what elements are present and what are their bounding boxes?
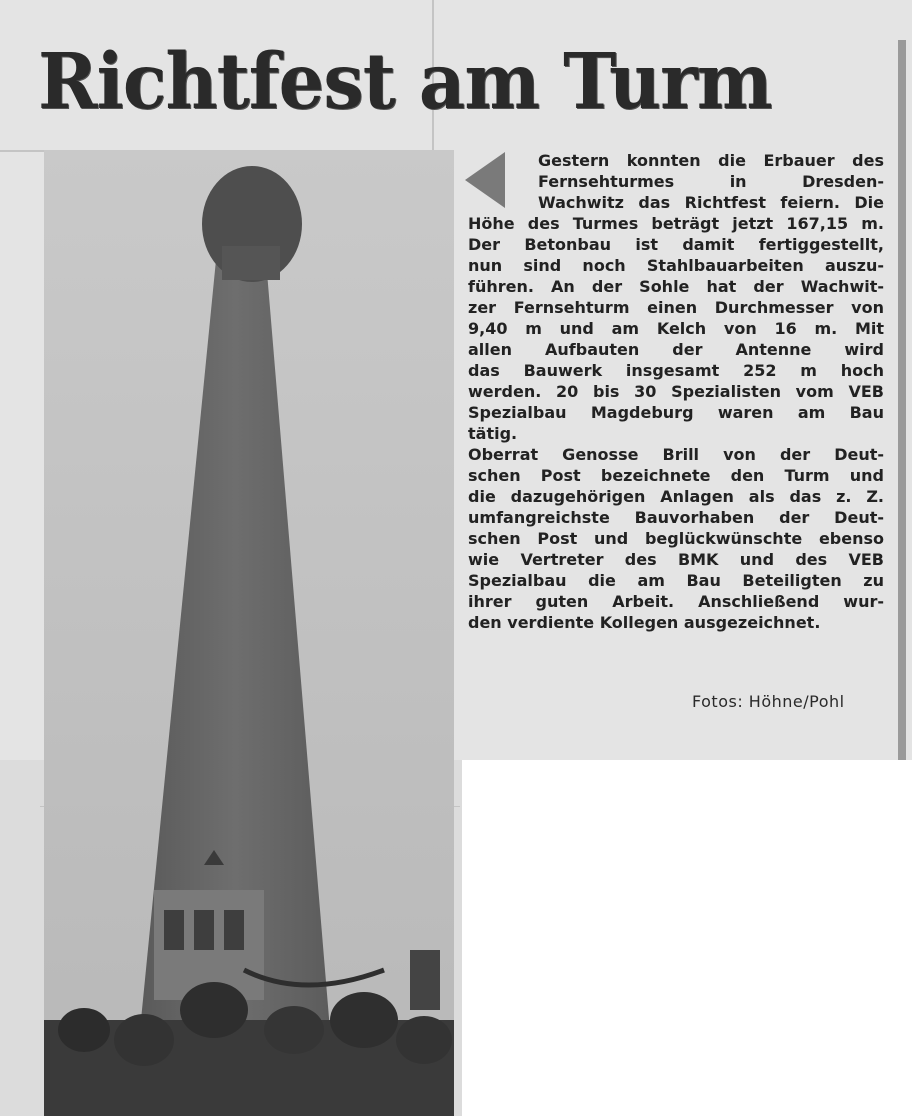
article-line: Höhe des Turmes beträgt jetzt 167,15 m. <box>468 214 884 233</box>
article-line: umfangreichste Bauvorhaben der Deut- <box>468 508 884 527</box>
article-line: Fernsehturmes in Dresden- <box>538 172 884 191</box>
article-line: führen. An der Sohle hat der Wachwit- <box>468 277 884 296</box>
article-line: Wachwitz das Richtfest feiern. Die <box>538 193 884 212</box>
article-line: werden. 20 bis 30 Spezialisten vom VEB <box>468 382 884 401</box>
article-line: Spezialbau Magdeburg waren am Bau <box>468 403 884 422</box>
article-line: den verdiente Kollegen ausgezeichnet. <box>468 613 821 632</box>
tower-photo <box>44 150 454 1116</box>
clipping-edge-shadow <box>898 40 906 760</box>
article-line: schen Post und beglückwünschte ebenso <box>468 529 884 548</box>
article-line: 9,40 m und am Kelch von 16 m. Mit <box>468 319 884 338</box>
article-line: Gestern konnten die Erbauer des <box>538 151 884 170</box>
article-line: Oberrat Genosse Brill von der Deut- <box>468 445 884 464</box>
headline: Richtfest am Turm <box>38 37 772 127</box>
article-line: wie Vertreter des BMK und des VEB <box>468 550 884 569</box>
article-line: das Bauwerk insgesamt 252 m hoch <box>468 361 884 380</box>
column-rule <box>0 150 44 152</box>
article-line: nun sind noch Stahlbauarbeiten auszu- <box>468 256 884 275</box>
article-line: die dazugehörigen Anlagen als das z. Z. <box>468 487 884 506</box>
article-line: Spezialbau die am Bau Beteiligten zu <box>468 571 884 590</box>
photo-credit: Fotos: Höhne/Pohl <box>692 692 845 711</box>
article-text <box>468 150 884 633</box>
article-line: zer Fernsehturm einen Durchmesser von <box>468 298 884 317</box>
article-line: Der Betonbau ist damit fertiggestellt, <box>468 235 884 254</box>
article-line: tätig. <box>468 424 518 443</box>
article-line: ihrer guten Arbeit. Anschließend wur- <box>468 592 884 611</box>
article-line: schen Post bezeichnete den Turm und <box>468 466 884 485</box>
article-line: allen Aufbauten der Antenne wird <box>468 340 884 359</box>
